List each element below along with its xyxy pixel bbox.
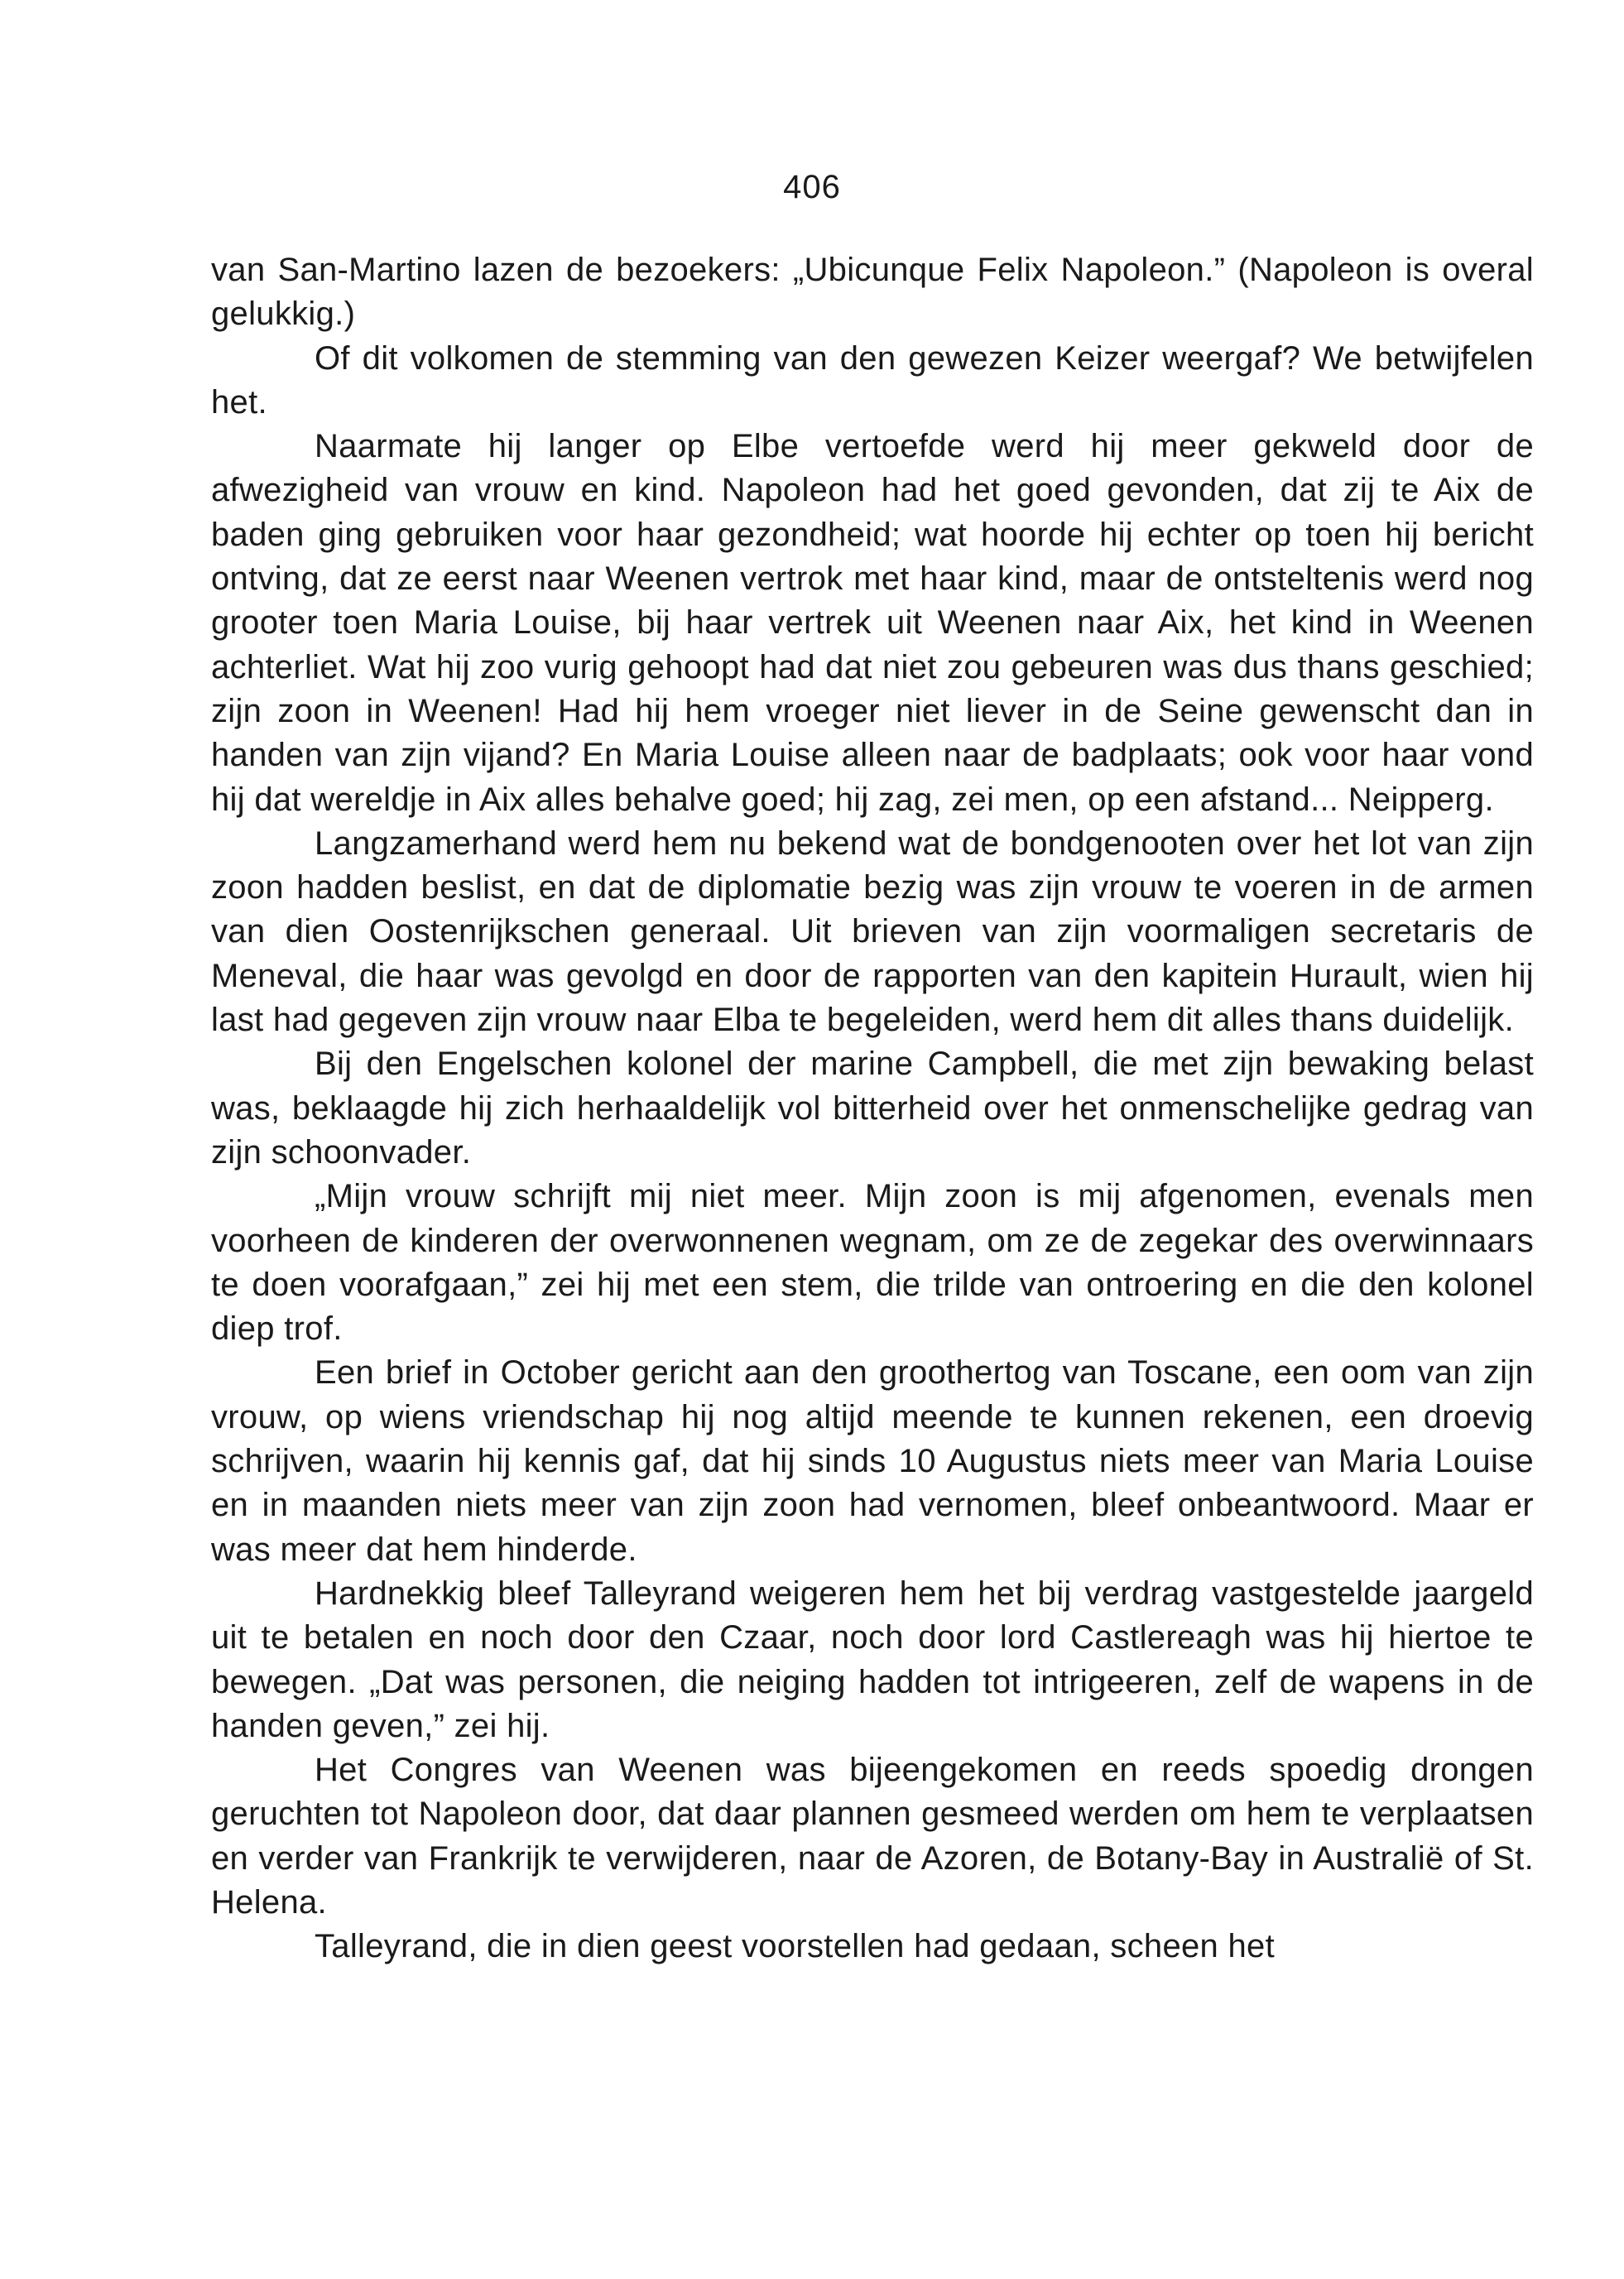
paragraph-6: „Mijn vrouw schrijft mij niet meer. Mijn zoon is mij afgenomen, evenals men voorheen de kinderen der overwonnenen wegnam, om ze de zegekar des overwinnaars te doen voorafgaan,” zei hij met een stem, die trilde van ontroering en die den kolonel diep trof.	[211, 1178, 1534, 1348]
paragraph-8: Hardnekkig bleef Talleyrand weigeren hem het bij verdrag vastgestelde jaargeld uit te betalen en noch door den Czaar, noch door lord Castlereagh was hij hiertoe te bewegen. „Dat was personen, die neiging hadden tot intrigeeren, zelf de wapens in de handen geven,” zei hij.	[211, 1575, 1534, 1744]
page-number: 406	[783, 169, 841, 205]
paragraph-9: Het Congres van Weenen was bijeengekomen en reeds spoedig drongen geruchten tot Napoleon door, dat daar plannen gesmeed werden om hem te verplaatsen en verder van Frankrijk te verwijderen, naar de Azoren, de Botany-Bay in Australië of St. Helena.	[211, 1752, 1534, 1921]
paragraph-10: Talleyrand, die in dien geest voorstellen had gedaan, scheen het	[315, 1928, 1275, 1965]
paragraph-4: Langzamerhand werd hem nu bekend wat de bondgenooten over het lot van zijn zoon hadden beslist, en dat de diplomatie bezig was zijn vrouw te voeren in de armen van dien Oostenrijkschen generaal. Uit brieven van zijn voormaligen secretaris de Meneval, die haar was gevolgd en door de rapporten van den kapitein Hurault, wien hij last had gegeven zijn vrouw naar Elba te begeleiden, werd hem dit alles thans duidelijk.	[211, 825, 1534, 1039]
paragraph-1: van San-Martino lazen de bezoekers: „Ubicunque Felix Napoleon.” (Napoleon is overal gelukkig.)	[211, 252, 1534, 333]
paragraph-5: Bij den Engelschen kolonel der marine Campbell, die met zijn bewaking belast was, beklaagde hij zich herhaaldelijk vol bitterheid over het onmenschelijke gedrag van zijn schoonvader.	[211, 1046, 1534, 1171]
page-text-body	[211, 248, 1534, 1969]
paragraph-3: Naarmate hij langer op Elbe vertoefde werd hij meer gekweld door de afwezigheid van vrouw en kind. Napoleon had het goed gevonden, dat zij te Aix de baden ging gebruiken voor haar gezondheid; wat hoorde hij echter op toen hij bericht ontving, dat ze eerst naar Weenen vertrok met haar kind, maar de ontsteltenis werd nog grooter toen Maria Louise, bij haar vertrek uit Weenen naar Aix, het kind in Weenen achterliet. Wat hij zoo vurig gehoopt had dat niet zou gebeuren was dus thans geschied; zijn zoon in Weenen! Had hij hem vroeger niet liever in de Seine gewenscht dan in handen van zijn vijand? En Maria Louise alleen naar de badplaats; ook voor haar vond hij dat wereldje in Aix alles behalve goed; hij zag, zei men, op een afstand... Neipperg.	[211, 428, 1534, 818]
paragraph-2: Of dit volkomen de stemming van den gewezen Keizer weergaf? We betwijfelen het.	[211, 339, 1534, 421]
paragraph-7: Een brief in October gericht aan den groothertog van Toscane, een oom van zijn vrouw, op wiens vriendschap hij nog altijd meende te kunnen rekenen, een droevig schrijven, waarin hij kennis gaf, dat hij sinds 10 Augustus niets meer van Maria Louise en in maanden niets meer van zijn zoon had vernomen, bleef onbeantwoord. Maar er was meer dat hem hinderde.	[211, 1354, 1534, 1568]
